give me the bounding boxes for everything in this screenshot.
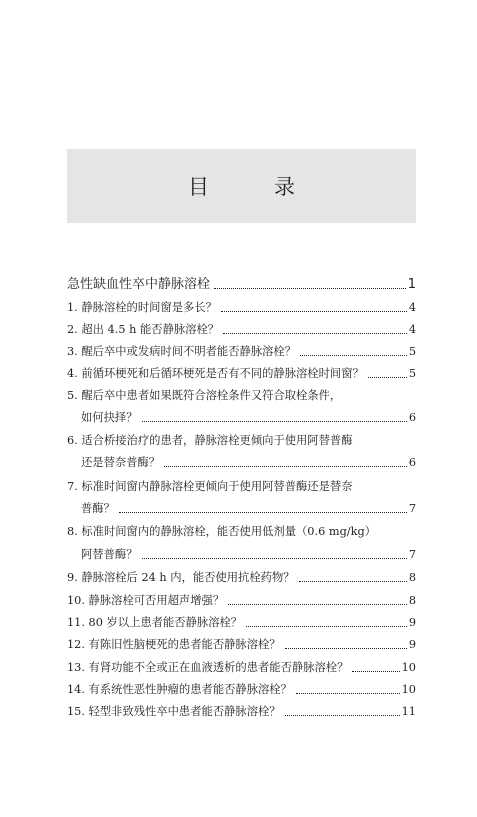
dot-leader [246, 616, 407, 630]
toc-entry-8-line-1[interactable] [67, 525, 416, 539]
entry-page-number: 11 [401, 705, 416, 718]
entry-text: 11. 80 岁以上患者能否静脉溶栓？ [67, 616, 243, 629]
toc-entry-11[interactable] [67, 616, 416, 630]
toc-entry-5-line-1[interactable] [67, 389, 416, 403]
dot-leader [228, 594, 407, 608]
dot-leader [142, 411, 407, 425]
toc-entry-15[interactable] [67, 705, 416, 719]
toc-entry-4[interactable] [67, 367, 416, 381]
title-band [67, 149, 416, 223]
dot-leader [352, 661, 399, 675]
entry-text: 12. 有陈旧性脑梗死的患者能否静脉溶栓？ [67, 638, 281, 651]
entry-text-continued: 阿替普酶？ [81, 548, 138, 561]
entry-text: 10. 静脉溶栓可否用超声增强？ [67, 594, 225, 607]
entry-text: 3. 醒后卒中或发病时间不明者能否静脉溶栓？ [67, 345, 297, 358]
entry-page-number: 8 [408, 594, 416, 607]
section-label: 急性缺血性卒中静脉溶栓 [67, 277, 211, 292]
entry-page-number: 4 [408, 301, 416, 314]
entry-text: 7. 标准时间窗内静脉溶栓更倾向于使用阿替普酶还是替奈 [67, 480, 353, 493]
entry-text-continued: 如何抉择？ [81, 411, 138, 424]
toc-section-heading[interactable] [67, 278, 416, 292]
entry-page-number: 10 [401, 661, 416, 674]
toc-entry-8-line-2[interactable] [81, 548, 416, 562]
toc-entry-5-line-2[interactable] [81, 411, 416, 425]
entry-text-continued: 还是替奈普酶？ [81, 456, 161, 469]
entry-page-number: 9 [408, 616, 416, 629]
entry-page-number: 6 [408, 456, 416, 469]
entry-text: 5. 醒后卒中患者如果既符合溶栓条件又符合取栓条件， [67, 389, 342, 402]
toc-entry-6-line-1[interactable] [67, 434, 416, 448]
entry-text: 6. 适合桥接治疗的患者，静脉溶栓更倾向于使用阿替普酶 [67, 434, 353, 447]
dot-leader [164, 456, 407, 470]
entry-page-number: 10 [401, 683, 416, 696]
entry-text-continued: 普酶？ [81, 502, 115, 515]
toc-entry-10[interactable] [67, 594, 416, 608]
dot-leader [285, 638, 407, 652]
toc-entry-7-line-1[interactable] [67, 480, 416, 494]
dot-leader [214, 278, 406, 292]
page-title: 目 录 [188, 175, 317, 199]
entry-text: 8. 标准时间窗内的静脉溶栓，能否使用低剂量（0.6 mg/kg） [67, 525, 376, 538]
dot-leader [368, 367, 407, 381]
dot-leader [285, 705, 400, 719]
toc-entry-3[interactable] [67, 345, 416, 359]
toc-entry-13[interactable] [67, 661, 416, 675]
entry-text: 15. 轻型非致残性卒中患者能否静脉溶栓？ [67, 705, 281, 718]
entry-page-number: 4 [408, 323, 416, 336]
entry-page-number: 7 [408, 548, 416, 561]
entry-text: 9. 静脉溶栓后 24 h 内，能否使用抗栓药物？ [67, 571, 295, 584]
entry-text: 4. 前循环梗死和后循环梗死是否有不同的静脉溶栓时间窗？ [67, 367, 364, 380]
toc-entry-6-line-2[interactable] [81, 456, 416, 470]
dot-leader [142, 548, 407, 562]
entry-text: 14. 有系统性恶性肿瘤的患者能否静脉溶栓？ [67, 683, 292, 696]
entry-text: 13. 有肾功能不全或正在血液透析的患者能否静脉溶栓？ [67, 661, 349, 674]
dot-leader [221, 301, 407, 315]
toc-entry-1[interactable] [67, 301, 416, 315]
entry-page-number: 9 [408, 638, 416, 651]
dot-leader [119, 502, 407, 516]
toc-entry-12[interactable] [67, 638, 416, 652]
dot-leader [223, 323, 407, 337]
dot-leader [300, 345, 407, 359]
entry-page-number: 5 [408, 345, 416, 358]
toc-entry-7-line-2[interactable] [81, 502, 416, 516]
entry-text: 1. 静脉溶栓的时间窗是多长？ [67, 301, 217, 314]
toc-entry-14[interactable] [67, 683, 416, 697]
entry-text: 2. 超出 4.5 h 能否静脉溶栓？ [67, 323, 220, 336]
entry-page-number: 8 [408, 571, 416, 584]
toc-entry-2[interactable] [67, 323, 416, 337]
toc-entry-9[interactable] [67, 571, 416, 585]
entry-page-number: 5 [408, 367, 416, 380]
dot-leader [296, 683, 400, 697]
section-page-number: 1 [407, 277, 416, 292]
dot-leader [299, 571, 407, 585]
entry-page-number: 7 [408, 502, 416, 515]
entry-page-number: 6 [408, 411, 416, 424]
